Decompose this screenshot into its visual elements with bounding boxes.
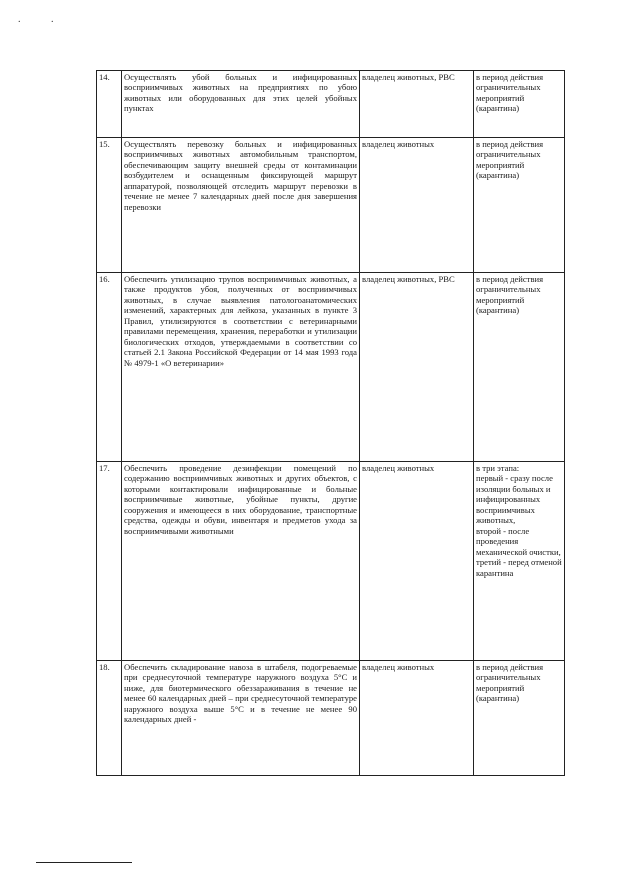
table-row	[97, 273, 565, 462]
row-term: в три этапа: первый - сразу после изоляции больных и инфицированных восприимчивых животных, второй - после проведения механической очистки, третий - перед отменой карантина	[474, 462, 565, 661]
row-responsible: владелец животных	[360, 462, 474, 661]
row-term: в период действия ограничительных мероприятий (карантина)	[474, 138, 565, 273]
row-responsible: владелец животных, РВС	[360, 273, 474, 462]
measures-table	[96, 70, 565, 776]
row-responsible: владелец животных, РВС	[360, 71, 474, 138]
row-action: Осуществлять перевозку больных и инфицированных восприимчивых животных автомобильным транспортом, обеспечивающим защиту внешней среды от контаминации возбудителем и оснащенным фиксирующей маршрут аппаратурой, позволяющей отследить маршрут перевозки в течение не менее 7 календарных дней после дня завершения перевозки	[122, 138, 360, 273]
row-number: 16.	[97, 273, 122, 462]
scan-specks: . .	[18, 14, 68, 25]
table-row	[97, 661, 565, 776]
table-row	[97, 71, 565, 138]
table-row	[97, 462, 565, 661]
row-action: Осуществлять убой больных и инфицированных восприимчивых животных на предприятиях по убою животных или оборудованных для этих целей убойных пунктах	[122, 71, 360, 138]
row-number: 18.	[97, 661, 122, 776]
table-row	[97, 138, 565, 273]
row-term: в период действия ограничительных мероприятий (карантина)	[474, 661, 565, 776]
row-action: Обеспечить утилизацию трупов восприимчивых животных, а также продуктов убоя, полученных от восприимчивых животных, в случае выявления патологоанатомических изменений, характерных для лейкоза, указанных в пункте 3 Правил, утилизируются в соответствии с ветеринарными правилами перемещения, хранения, переработки и утилизации биологических отходов, утверждаемыми в соответствии со статьей 2.1 Закона Российской Федерации от 14 мая 1993 года № 4979-1 «О ветеринарии»	[122, 273, 360, 462]
row-action: Обеспечить складирование навоза в штабеля, подогреваемые при среднесуточной температуре наружного воздуха 5°С и ниже, для биотермического обеззараживания в течение не менее 60 календарных дней – при среднесуточной температуре наружного воздуха выше 5°С и в течение не менее 90 календарных дней -	[122, 661, 360, 776]
row-action: Обеспечить проведение дезинфекции помещений по содержанию восприимчивых животных и других объектов, с которыми контактировали инфицированные и больные восприимчивые животные, убойные пункты, другие сооружения и имеющееся в них оборудование, транспортные средства, одежды и обуви, инвентаря и предметов ухода за восприимчивыми животными	[122, 462, 360, 661]
row-responsible: владелец животных	[360, 661, 474, 776]
footnote-separator	[36, 862, 132, 863]
row-responsible: владелец животных	[360, 138, 474, 273]
row-term: в период действия ограничительных мероприятий (карантина)	[474, 71, 565, 138]
row-number: 15.	[97, 138, 122, 273]
row-number: 14.	[97, 71, 122, 138]
row-term: в период действия ограничительных мероприятий (карантина)	[474, 273, 565, 462]
row-number: 17.	[97, 462, 122, 661]
